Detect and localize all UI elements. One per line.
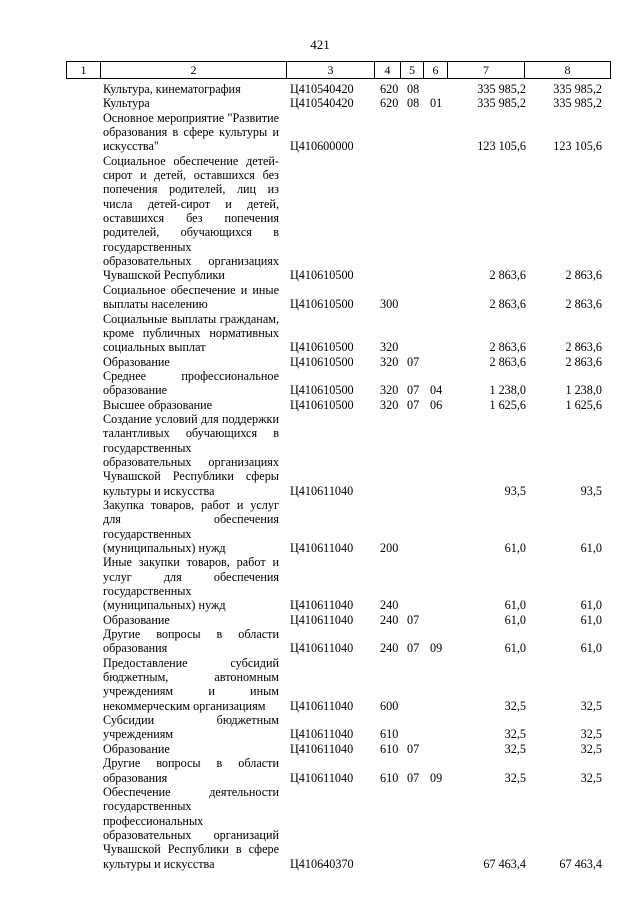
row-subsection: 09 (430, 770, 443, 785)
row-amount-7: 2 863,6 (489, 297, 526, 312)
column-header-2: 2 (101, 62, 287, 79)
row-name: Образование (103, 612, 170, 627)
table-row (0, 785, 640, 871)
row-amount-8: 61,0 (580, 612, 602, 627)
table-row (0, 498, 640, 555)
row-code: Ц410611040 (290, 641, 354, 656)
row-section: 08 (407, 82, 420, 96)
table-row (0, 398, 640, 412)
column-header-1: 1 (67, 62, 101, 79)
row-expense-type: 620 (380, 82, 399, 96)
row-code: Ц410540420 (290, 82, 354, 96)
row-code: Ц410610500 (290, 268, 354, 283)
row-expense-type: 620 (380, 96, 399, 111)
row-name: Социальные выплаты гражданам, кроме публичных нормативных социальных выплат (103, 311, 279, 355)
table-row (0, 627, 640, 656)
row-section: 07 (407, 612, 420, 627)
row-name: Другие вопросы в области образования (103, 627, 279, 656)
row-code: Ц410611040 (290, 598, 354, 613)
table-row (0, 82, 640, 96)
row-subsection: 01 (430, 96, 443, 111)
row-section: 08 (407, 96, 420, 111)
row-code: Ц410611040 (290, 612, 354, 627)
row-amount-7: 1 625,6 (489, 397, 526, 412)
row-amount-8: 123 105,6 (553, 139, 602, 154)
row-amount-8: 32,5 (580, 727, 602, 742)
table-row (0, 369, 640, 398)
table-row (0, 355, 640, 369)
row-expense-type: 240 (380, 641, 399, 656)
row-name: Субсидии бюджетным учреждениям (103, 713, 279, 742)
row-amount-8: 61,0 (580, 641, 602, 656)
row-section: 07 (407, 383, 420, 398)
row-amount-8: 335 985,2 (553, 96, 602, 111)
column-header-6: 6 (424, 62, 448, 79)
row-code: Ц410611040 (290, 541, 354, 555)
row-amount-7: 32,5 (504, 727, 526, 742)
row-amount-7: 61,0 (504, 541, 526, 555)
row-name: Среднее профессиональное образование (103, 368, 279, 398)
row-name: Основное мероприятие "Развитие образования в сфере культуры и искусства" (103, 110, 279, 154)
row-section: 07 (407, 354, 420, 369)
table-row (0, 312, 640, 355)
row-code: Ц410600000 (290, 139, 354, 154)
table-row (0, 96, 640, 110)
row-expense-type: 240 (380, 612, 399, 627)
row-amount-8: 2 863,6 (565, 297, 602, 312)
row-name: Социальное обеспечение детей-сирот и детей, оставшихся без попечения родителей, лиц из числа детей-сирот и детей, оставшихся без попечения родителей, обучающихся в государственных образовательных организациях Чувашской Республики (103, 153, 279, 283)
row-amount-8: 2 863,6 (565, 268, 602, 283)
row-amount-7: 61,0 (504, 598, 526, 613)
row-subsection: 06 (430, 397, 443, 412)
row-name: Другие вопросы в области образования (103, 756, 279, 785)
row-amount-8: 32,5 (580, 698, 602, 713)
row-section: 07 (407, 397, 420, 412)
row-amount-7: 61,0 (504, 612, 526, 627)
row-section: 07 (407, 641, 420, 656)
row-amount-7: 32,5 (504, 770, 526, 785)
column-header-3: 3 (287, 62, 375, 79)
row-amount-8: 335 985,2 (553, 82, 602, 96)
row-code: Ц410611040 (290, 698, 354, 713)
row-code: Ц410610500 (290, 397, 354, 412)
row-amount-7: 32,5 (504, 741, 526, 756)
table-row (0, 154, 640, 283)
row-code: Ц410611040 (290, 483, 354, 498)
row-code: Ц410611040 (290, 741, 354, 756)
row-expense-type: 320 (380, 383, 399, 398)
row-amount-7: 61,0 (504, 641, 526, 656)
row-expense-type: 320 (380, 340, 399, 355)
table-row (0, 412, 640, 498)
row-code: Ц410610500 (290, 340, 354, 355)
row-amount-7: 67 463,4 (483, 856, 526, 871)
row-amount-7: 2 863,6 (489, 354, 526, 369)
column-header-5: 5 (401, 62, 424, 79)
table-row (0, 656, 640, 713)
row-name: Закупка товаров, работ и услуг для обеспечения государственных (муниципальных) нужд (103, 497, 279, 555)
column-header-8: 8 (525, 62, 611, 79)
row-section: 07 (407, 741, 420, 756)
row-amount-7: 2 863,6 (489, 268, 526, 283)
row-expense-type: 600 (380, 698, 399, 713)
row-amount-7: 2 863,6 (489, 340, 526, 355)
row-amount-8: 61,0 (580, 598, 602, 613)
table-row (0, 713, 640, 742)
row-expense-type: 300 (380, 297, 399, 312)
row-name: Социальное обеспечение и иные выплаты населению (103, 282, 279, 312)
table-row (0, 283, 640, 312)
row-amount-8: 2 863,6 (565, 340, 602, 355)
row-amount-8: 32,5 (580, 770, 602, 785)
row-expense-type: 320 (380, 397, 399, 412)
row-amount-8: 61,0 (580, 541, 602, 555)
row-section: 07 (407, 770, 420, 785)
row-expense-type: 610 (380, 741, 399, 756)
page-number: 421 (310, 37, 330, 52)
row-amount-7: 32,5 (504, 698, 526, 713)
table-row (0, 613, 640, 627)
row-code: Ц410610500 (290, 354, 354, 369)
row-code: Ц410640370 (290, 856, 354, 871)
table-row (0, 555, 640, 612)
row-name: Обеспечение деятельности государственных профессиональных образовательных организаций Чувашской Республики в сфере культуры и искусства (103, 784, 279, 871)
row-code: Ц410611040 (290, 770, 354, 785)
row-name: Культура, кинематография (103, 82, 241, 96)
row-subsection: 09 (430, 641, 443, 656)
row-expense-type: 200 (380, 541, 399, 555)
row-amount-8: 67 463,4 (559, 856, 602, 871)
row-code: Ц410610500 (290, 383, 354, 398)
column-header-4: 4 (375, 62, 401, 79)
row-name: Высшее образование (103, 397, 213, 412)
table-row (0, 756, 640, 785)
table-row (0, 742, 640, 756)
row-expense-type: 240 (380, 598, 399, 613)
row-name: Образование (103, 354, 170, 369)
row-name: Образование (103, 741, 170, 756)
row-amount-8: 93,5 (580, 483, 602, 498)
row-amount-8: 2 863,6 (565, 354, 602, 369)
row-name: Предоставление субсидий бюджетным, автономным учреждениям и иным некоммерческим организациям (103, 655, 279, 713)
row-amount-7: 335 985,2 (477, 96, 526, 111)
row-name: Создание условий для поддержки талантливых обучающихся в государственных образовательных организациях Чувашской Республики сферы культуры и искусства (103, 411, 279, 498)
row-code: Ц410610500 (290, 297, 354, 312)
row-name: Иные закупки товаров, работ и услуг для обеспечения государственных (муниципальных) нужд (103, 555, 279, 613)
row-amount-8: 1 625,6 (565, 397, 602, 412)
row-code: Ц410540420 (290, 96, 354, 111)
row-amount-7: 1 238,0 (489, 383, 526, 398)
column-header-row (67, 62, 611, 79)
column-header-7: 7 (448, 62, 525, 79)
row-expense-type: 320 (380, 354, 399, 369)
row-expense-type: 610 (380, 727, 399, 742)
row-name: Культура (103, 96, 150, 111)
row-amount-7: 123 105,6 (477, 139, 526, 154)
row-subsection: 04 (430, 383, 443, 398)
row-code: Ц410611040 (290, 727, 354, 742)
row-amount-7: 335 985,2 (477, 82, 526, 96)
budget-table-body (0, 82, 640, 871)
row-amount-7: 93,5 (504, 483, 526, 498)
column-header-table (66, 61, 611, 79)
row-expense-type: 610 (380, 770, 399, 785)
table-row (0, 111, 640, 154)
row-amount-8: 1 238,0 (565, 383, 602, 398)
row-amount-8: 32,5 (580, 741, 602, 756)
